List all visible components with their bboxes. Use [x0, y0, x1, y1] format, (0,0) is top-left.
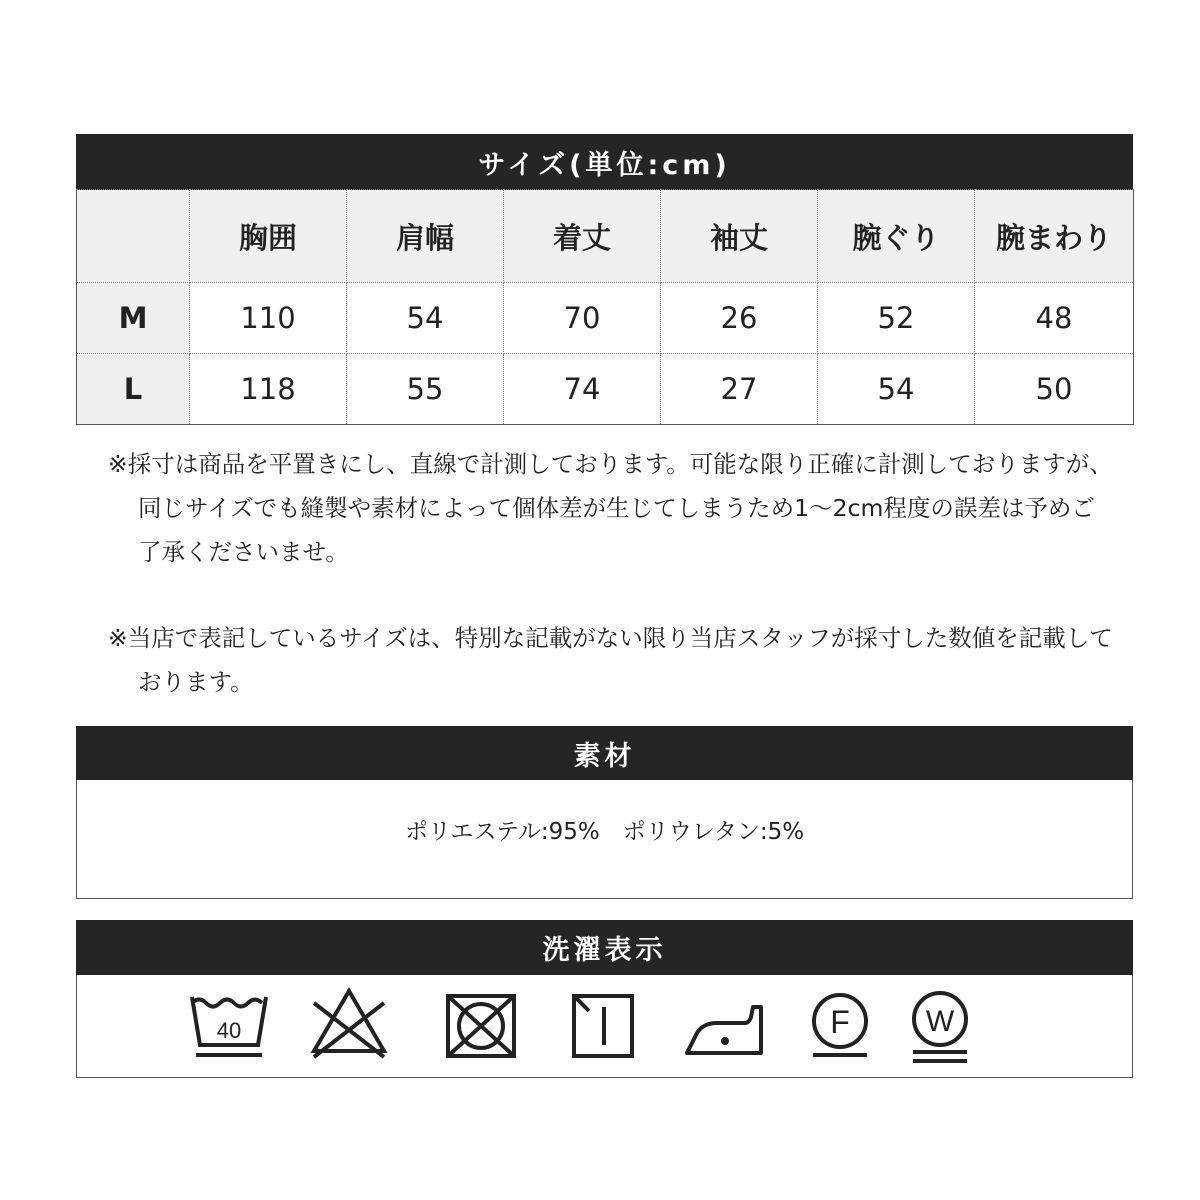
column-header: 着丈: [504, 190, 661, 283]
line-dry-icon: [571, 993, 637, 1059]
table-cell: 26: [661, 283, 818, 354]
wet-clean-w-very-gentle-icon: [909, 989, 971, 1067]
column-header: 腕まわり: [975, 190, 1134, 283]
table-cell: 74: [504, 354, 661, 425]
table-cell: 70: [504, 283, 661, 354]
measurement-note-text: ※採寸は商品を平置きにし、直線で計測しております。可能な限り正確に計測しておりますが、同じサイズでも縫製や素材によって個体差が生じてしまうため1〜2cm程度の誤差は予めご了承くださいませ。: [108, 450, 1113, 566]
dry-clean-f-gentle-icon: [809, 989, 871, 1061]
table-cell: 118: [190, 354, 347, 425]
wet-clean-letter: W: [925, 1005, 955, 1038]
column-header: 腕ぐり: [818, 190, 975, 283]
size-section-header: [76, 134, 1133, 190]
row-label: L: [77, 354, 190, 425]
table-row: [77, 283, 1134, 354]
size-table-corner-cell: [77, 190, 190, 283]
material-composition: ポリエステル:95% ポリウレタン:5%: [404, 819, 805, 845]
table-row: [77, 354, 1134, 425]
wash-temperature-label: 40: [216, 1018, 242, 1043]
material-section-header: [76, 726, 1133, 780]
size-table-header-row: [77, 190, 1134, 283]
no-bleach-icon: [308, 985, 390, 1059]
size-source-note: [108, 616, 1118, 704]
measurement-note: [108, 442, 1118, 574]
material-section-title: 素材: [573, 740, 636, 772]
column-header: 肩幅: [347, 190, 504, 283]
table-cell: 110: [190, 283, 347, 354]
size-section-title: サイズ(単位:cm): [478, 149, 731, 181]
table-cell: 52: [818, 283, 975, 354]
table-cell: 54: [347, 283, 504, 354]
column-header: 胸囲: [190, 190, 347, 283]
care-section-header: [76, 920, 1133, 975]
size-source-note-text: ※当店で表記しているサイズは、特別な記載がない限り当店スタッフが採寸した数値を記載しております。: [108, 624, 1113, 696]
no-tumble-dry-icon: [444, 993, 518, 1059]
row-label: M: [77, 283, 190, 354]
size-table: [76, 189, 1134, 425]
table-cell: 48: [975, 283, 1134, 354]
care-icons: [76, 975, 1133, 1077]
table-cell: 54: [818, 354, 975, 425]
table-cell: 50: [975, 354, 1134, 425]
table-cell: 27: [661, 354, 818, 425]
care-section-title: 洗濯表示: [542, 935, 667, 966]
wash-40-icon: [188, 993, 270, 1059]
table-cell: 55: [347, 354, 504, 425]
iron-low-icon: [683, 997, 765, 1059]
dry-clean-letter: F: [830, 1004, 850, 1040]
column-header: 袖丈: [661, 190, 818, 283]
